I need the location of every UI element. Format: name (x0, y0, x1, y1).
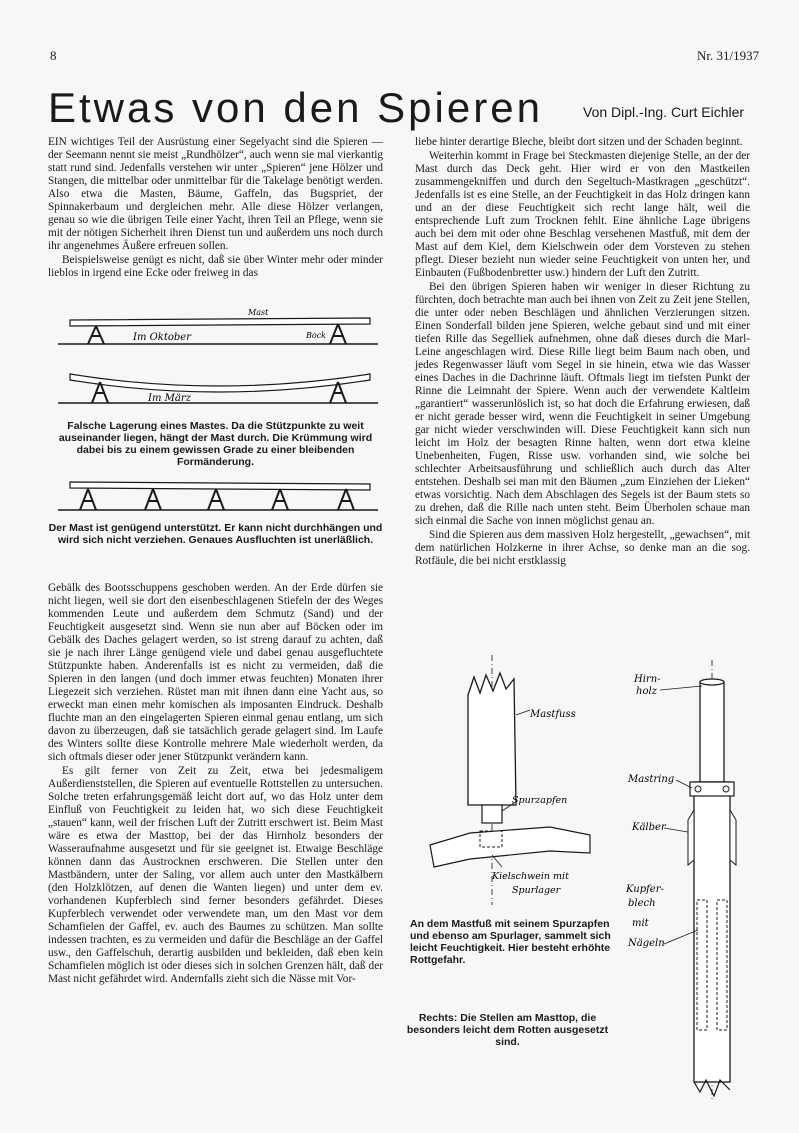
label-kaelber: Kälber (632, 822, 666, 833)
paragraph: Bei den übrigen Spieren haben wir weniger in dieser Richtung zu fürchten, doch betrachte man auch bei ihnen von Zeit zu Zeit jene Stellen, die unter oder neben Beschlägen und ähnlichen Verzierungen sitzen. Einen Sonderfall bilden jene Spieren, welche gebaut sind und mit einer tiefen Rille das Segelliek aufnehmen, ohne daß dieses durch die Marl-Leine angeschlagen wird. Diese Rille liegt beim Baum nach oben, und jedes Regenwasser läuft vom Segel in sie hinein, etwa wie das Wasser eines Daches in die Dachrinne läuft. Oftmals liegt im tiefsten Punkt der Rinne die Leimnaht der Spiere. Wenn auch der verwendete Kaltleim „garantiert“ wasserunlöslich ist, so hat doch die Erfahrung erwiesen, daß er nicht gerade besser wird, wenn die Feuchtigkeit in seiner Umgebung gar nicht wieder verschwinden will. Diese Feuchtigkeit kann sich nun leicht im Holz der besagten Rinne halten, wenn dort etwa kleine Unebenheiten, Fugen, Risse usw. vorhanden sind, wie solche bei schlechter Arbeitsausführung und schließlich auch durch das Alter entstehen. Deshalb sei man mit den Bäumen „zum Einziehen der Lieken“ etwas vorsichtig. Nach dem Abschlagen des Segels ist der Baum stets so zu drehen, daß die Rille nach unten steht. Beim Überholen schaue man sich einmal die Sache von innen möglichst genau an. (415, 281, 750, 527)
label-kielschwein: Kielschwein mit (492, 871, 569, 882)
label-mast: Mast (248, 308, 269, 317)
label-kupfer-4: Nägeln (628, 938, 665, 949)
label-maerz: Im März (148, 393, 191, 404)
figure-correct-storage (48, 474, 383, 514)
figure-mast-top-caption: Rechts: Die Stellen am Masttop, die besonders leicht dem Rotten ausgesetzt sind. (406, 1012, 609, 1048)
issue-number: Nr. 31/1937 (697, 48, 760, 63)
label-kupfer-1: Kupfer- (626, 884, 664, 895)
figure-correct-storage-caption: Der Mast ist genügend unterstützt. Er kann nicht durchhängen und wird sich nicht verziehen. Genaues Ausfluchten ist unerläßlich. (48, 522, 383, 546)
paragraph: Sind die Spieren aus dem massiven Holz hergestellt, „gewachsen“, mit dem natürlichen Holzkerne in ihrer Achse, so denke man an die sog. Rotfäule, die bei nicht erstklassig (415, 529, 750, 567)
figure-mast-foot-caption: An dem Mastfuß mit seinem Spurzapfen und ebenso am Spurlager, sammelt sich leicht Feuchtigkeit. Hier besteht erhöhte Rottgefahr. (410, 918, 611, 966)
label-kupfer-2: blech (628, 898, 656, 909)
label-hirnholz-2: holz (636, 686, 657, 697)
label-oktober: Im Oktober (133, 332, 192, 343)
right-column-top (415, 136, 750, 568)
label-bock: Bock (306, 331, 327, 340)
paragraph: liebe hinter derartige Bleche, bleibt dort sitzen und der Schaden beginnt. (415, 136, 743, 148)
figure-mast-foot (410, 655, 605, 915)
paragraph: Gebälk des Bootsschuppens geschoben werden. An der Erde dürfen sie nicht liegen, weil sie dort den eisenbeschlagenen Stiefeln der des Weges kommenden Leute und außerdem dem Schmutz (Sand) und der Feuchtigkeit ausgesetzt sind. Wenn sie nun aber auf Böcken oder im Gebälk des Daches gelagert werden, so ist streng darauf zu achten, daß sie je nach ihrer Länge genügend viele und dabei genau ausgefluchtete Stützpunkte haben. Anderenfalls ist es nicht zu vermeiden, daß die Spieren in den langen (und doch immer etwas feuchten) Monaten ihrer Liegezeit sich verziehen. Rüstet man mit ihnen dann eine Yacht aus, so erweckt man einen mehr komischen als imposanten Eindruck. Deshalb fluchte man an den eingelagerten Spieren einmal genau entlang, um sich davon zu überzeugen, daß sie tatsächlich gerade gelagert sind. Im Laufe des Winters sollte diese Kontrolle mehrere Male wiederholt werden, da sich oftmals dieser oder jener Stützpunkt verändern kann. (48, 582, 383, 763)
paragraph: Weiterhin kommt in Frage bei Steckmasten diejenige Stelle, an der der Mast durch das Deck geht. Hier wird er von den Mastkeilen zusammengekniffen und durch den Segeltuch-Mastkragen „geschützt“. Jedenfalls ist es eine Stelle, an der Feuchtigkeit in das Holz dringen kann und an der diese Feuchtigkeit sich recht lange hält, weil die entsprechende Luft zum Trocknen fehlt. Eine ähnliche Lage übrigens auch bei dem mit oder ohne Beschlag versehenen Mastfuß, mit dem der Mast auf dem Kiel, dem Kielschwein oder dem Vorsteven zu stehen pflegt. Dieser bezieht nun wieder seine Feuchtigkeit von unten her, und Einbauten (Fußbodenbretter usw.) hindern der Luft den Zutritt. (415, 150, 750, 279)
figure-wrong-storage (48, 300, 383, 410)
label-spurlager: Spurlager (512, 885, 561, 896)
paragraph: Es gilt ferner von Zeit zu Zeit, etwa bei jedesmaligem Außerdienststellen, die Spieren auf eventuelle Rottstellen zu untersuchen. Solche treten erfahrungsgemäß leicht dort auf, wo das Holz unter dem Einfluß von Feuchtigkeit zu leiden hat, wo sich diese Feuchtigkeit „stauen“ kann, weil der frischen Luft der Zutritt erschwert ist. Beim Mast wäre es etwa der Masttop, bei der das Hirnholz besonders der Wasseraufnahme ausgesetzt und für sie geeignet ist. Etwaige Beschläge können dann das Austrocknen erschweren. Die Stellen unter den Mastbändern, unter der Saling, vor allem auch unter den Mastkälbern (den Holzklötzen, auf denen die Wanten liegen) und unter dem ev. vorhandenen Kupferblech sind ferner besonders gefährdet. Dieses Kupferblech verwendet oder verwendete man, um den Mast vor dem Schamfielen der Gaffel, ev. auch des Baumes zu schützen. Man sollte indessen trachten, es zu vermeiden und dafür die Beschläge an der Gaffel usw., den Gaffelschuh, derartig ausbilden und bekleiden, daß eben kein Schamfielen möglich ist oder dieses sich in solchen Grenzen hält, daß der Mast nicht gefährdet wird. Andernfalls zieht sich die Nässe mit Vor- (48, 765, 383, 985)
figure-wrong-storage-caption: Falsche Lagerung eines Mastes. Da die Stützpunkte zu weit auseinander liegen, hängt der Mast durch. Die Krümmung wird dabei bis zu einem gewissen Grade zu einer bleibenden Formänderung. (58, 420, 373, 468)
article-author: Von Dipl.-Ing. Curt Eichler (583, 104, 745, 120)
page-number: 8 (50, 48, 57, 63)
left-column-top (48, 136, 383, 280)
label-kupfer-3: mit (632, 918, 649, 929)
label-mastfuss: Mastfuss (530, 709, 576, 720)
figure-mast-top (620, 660, 750, 1100)
label-spurzapfen: Spurzapfen (512, 795, 568, 806)
paragraph: EIN wichtiges Teil der Ausrüstung einer Segelyacht sind die Spieren — der Seemann nennt sie meist „Rundhölzer“, auch wenn sie mal vierkantig statt rund sind. Jedenfalls verstehen wir unter „Spieren“ jene Hölzer und Stangen, die mittelbar oder unmittelbar für die Takelage benötigt werden. Also etwa die Masten, Bäume, Gaffeln, das Bugspriet, der Spinnakerbaum und dergleichen mehr. Alle diese Hölzer verlangen, genau so wie die übrigen Teile einer Yacht, ihren Teil an Pflege, wenn sie mit der nötigen Sicherheit ihren Dienst tun und außerdem uns noch durch ihr angenehmes Äußere erfreuen sollen. (48, 136, 383, 252)
left-column-bottom (48, 582, 383, 986)
article-title: Etwas von den Spieren (48, 84, 543, 131)
label-hirnholz-1: Hirn- (634, 674, 661, 685)
label-mastring: Mastring (628, 774, 675, 785)
paragraph: Beispielsweise genügt es nicht, daß sie über Winter mehr oder minder lieblos in irgend eine Ecke oder freiweg in das (48, 254, 383, 279)
